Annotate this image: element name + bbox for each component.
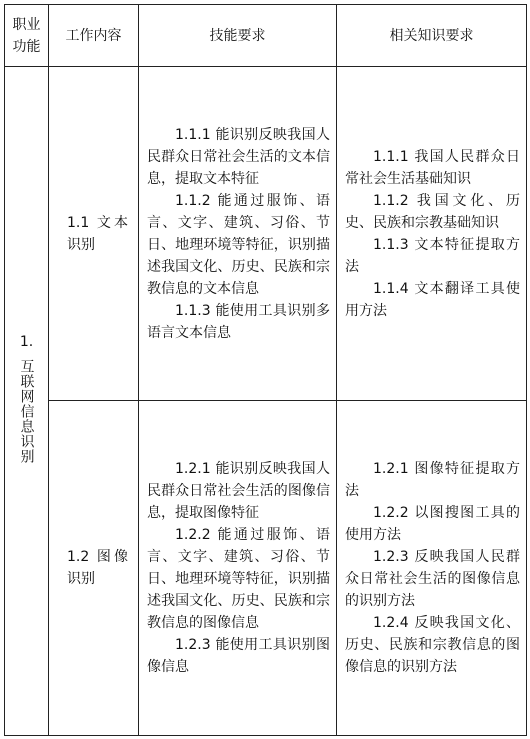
work-content-text: 1.2 图像识别	[67, 549, 128, 587]
header-skill-requirements: 技能要求	[139, 5, 337, 67]
function-number: 1.	[19, 334, 34, 350]
skill-requirements-table	[4, 4, 527, 736]
header-func-line1: 职业	[12, 16, 41, 33]
knowledge-item: 1.1.4 文本翻译工具使用方法	[345, 280, 520, 319]
function-name: 互联网信息识别	[18, 359, 35, 464]
knowledge-item: 1.1.2 我国文化、历史、民族和宗教基础知识	[345, 192, 520, 231]
knowledge-cell	[337, 401, 527, 736]
skill-item: 1.2.1 能识别反映我国人民群众日常社会生活的图像信息，提取图像特征	[147, 461, 330, 521]
table-row	[5, 67, 527, 401]
knowledge-item: 1.2.3 反映我国人民群众日常社会生活的图像信息的识别方法	[345, 549, 520, 609]
skill-item: 1.2.3 能使用工具识别图像信息	[147, 637, 330, 675]
knowledge-item: 1.2.2 以图搜图工具的使用方法	[345, 505, 520, 543]
header-func-line2: 功能	[12, 38, 41, 55]
skill-item: 1.1.3 能使用工具识别多语言文本信息	[147, 302, 330, 341]
function-cell	[5, 67, 49, 736]
table-header-row	[5, 5, 527, 67]
work-content-text: 1.1 文本识别	[67, 214, 128, 253]
skills-cell	[139, 401, 337, 736]
work-content-cell	[49, 401, 139, 736]
skills-cell	[139, 67, 337, 401]
knowledge-item: 1.1.1 我国人民群众日常社会生活基础知识	[345, 148, 520, 187]
knowledge-item: 1.2.1 图像特征提取方法	[345, 461, 520, 499]
header-work-content: 工作内容	[49, 5, 139, 67]
knowledge-cell	[337, 67, 527, 401]
work-content-cell	[49, 67, 139, 401]
skill-item: 1.1.1 能识别反映我国人民群众日常社会生活的文本信息，提取文本特征	[147, 126, 330, 187]
skill-item: 1.2.2 能通过服饰、语言、文字、建筑、习俗、节日、地理环境等特征，识别描述我国文化、历史、民族和宗教信息的图像信息	[147, 527, 330, 631]
header-knowledge-requirements: 相关知识要求	[337, 5, 527, 67]
table-row	[5, 401, 527, 736]
knowledge-item: 1.1.3 文本特征提取方法	[345, 236, 520, 275]
header-occupational-function	[5, 5, 49, 67]
knowledge-item: 1.2.4 反映我国文化、历史、民族和宗教信息的图像信息的识别方法	[345, 615, 520, 675]
skill-item: 1.1.2 能通过服饰、语言、文字、建筑、习俗、节日、地理环境等特征，识别描述我国文化、历史、民族和宗教信息的文本信息	[147, 192, 330, 297]
